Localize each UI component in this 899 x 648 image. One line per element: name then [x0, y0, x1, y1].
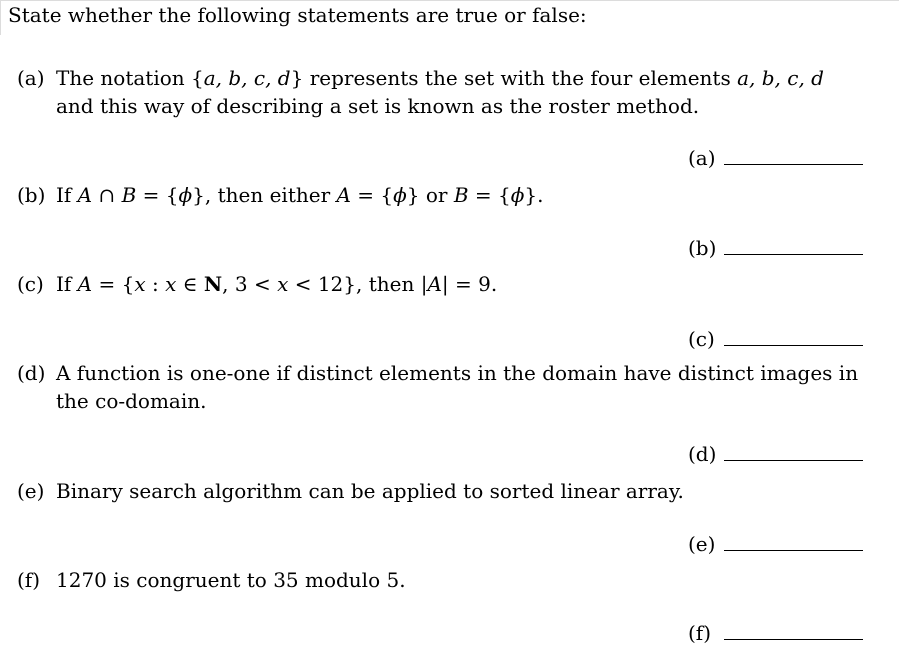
answer-blank[interactable] — [724, 164, 863, 165]
instruction-text: State whether the following statements are true or false: — [8, 3, 587, 27]
text-fragment: A function is one-one if distinct elements in the domain have distinct images in the co-domain. — [56, 361, 859, 413]
question-label: (a) — [17, 66, 45, 90]
answer-f — [688, 619, 863, 647]
question-text — [56, 181, 867, 209]
question-label: (f) — [17, 568, 41, 592]
question-d — [17, 359, 867, 415]
question-f — [17, 566, 867, 594]
text-fragment: , 3 < — [222, 272, 278, 296]
text-fragment: < 12}, then | — [288, 272, 428, 296]
answer-d — [688, 440, 863, 468]
math-symbol: a, b, c, d — [737, 66, 824, 90]
answer-label: (d) — [688, 442, 717, 466]
question-text — [56, 270, 867, 298]
answer-label: (f) — [688, 621, 712, 645]
math-symbol: x — [165, 272, 177, 296]
question-a — [17, 64, 867, 120]
text-fragment: If — [56, 272, 78, 296]
left-border — [0, 0, 1, 35]
text-fragment: }, then either — [192, 183, 337, 207]
math-set-symbol: N — [203, 272, 223, 296]
answer-label: (c) — [688, 327, 715, 351]
text-fragment: If — [56, 183, 78, 207]
text-fragment: ∩ — [92, 183, 122, 207]
math-symbol: x — [134, 272, 146, 296]
answer-blank[interactable] — [724, 345, 863, 346]
question-label: (d) — [17, 361, 46, 385]
answer-blank[interactable] — [724, 550, 863, 551]
answer-b — [688, 234, 863, 262]
text-fragment: : — [145, 272, 166, 296]
answer-label: (b) — [688, 236, 717, 260]
text-fragment: = { — [350, 183, 394, 207]
question-b — [17, 181, 867, 209]
text-fragment: Binary search algorithm can be applied to sorted linear array. — [56, 479, 684, 503]
math-symbol: A — [77, 272, 93, 296]
math-symbol: ϕ — [393, 183, 407, 207]
text-fragment: = { — [468, 183, 511, 207]
text-fragment: = { — [136, 183, 179, 207]
answer-e — [688, 530, 863, 558]
math-symbol: B — [121, 183, 137, 207]
question-c — [17, 270, 867, 298]
text-fragment: ∈ — [176, 272, 204, 296]
answer-blank[interactable] — [724, 639, 863, 640]
text-fragment: }. — [524, 183, 544, 207]
question-label: (e) — [17, 479, 45, 503]
text-fragment: and this way of describing a set is known as the roster method. — [56, 94, 700, 118]
question-text — [56, 64, 867, 120]
text-fragment: = { — [92, 272, 135, 296]
math-symbol: A — [77, 183, 93, 207]
math-symbol: A — [336, 183, 351, 207]
math-symbol: x — [277, 272, 289, 296]
question-e — [17, 477, 867, 505]
text-fragment: 1270 is congruent to 35 modulo 5. — [56, 568, 406, 592]
answer-label: (e) — [688, 532, 716, 556]
answer-blank[interactable] — [724, 460, 863, 461]
answer-label: (a) — [688, 146, 716, 170]
math-symbol: A — [427, 272, 442, 296]
question-text — [56, 359, 867, 415]
text-fragment: | = 9. — [441, 272, 498, 296]
question-label: (b) — [17, 183, 46, 207]
text-fragment: } or — [406, 183, 454, 207]
text-fragment: The notation { — [56, 66, 204, 90]
answer-c — [688, 325, 863, 353]
question-text — [56, 566, 867, 594]
text-fragment: } represents the set with the four elements — [290, 66, 738, 90]
answer-blank[interactable] — [724, 254, 863, 255]
question-text — [56, 477, 867, 505]
math-symbol: B — [453, 183, 469, 207]
answer-a — [688, 144, 863, 172]
question-label: (c) — [17, 272, 44, 296]
math-symbol: ϕ — [510, 183, 525, 207]
math-symbol: ϕ — [178, 183, 193, 207]
math-symbol: a, b, c, d — [203, 66, 291, 90]
